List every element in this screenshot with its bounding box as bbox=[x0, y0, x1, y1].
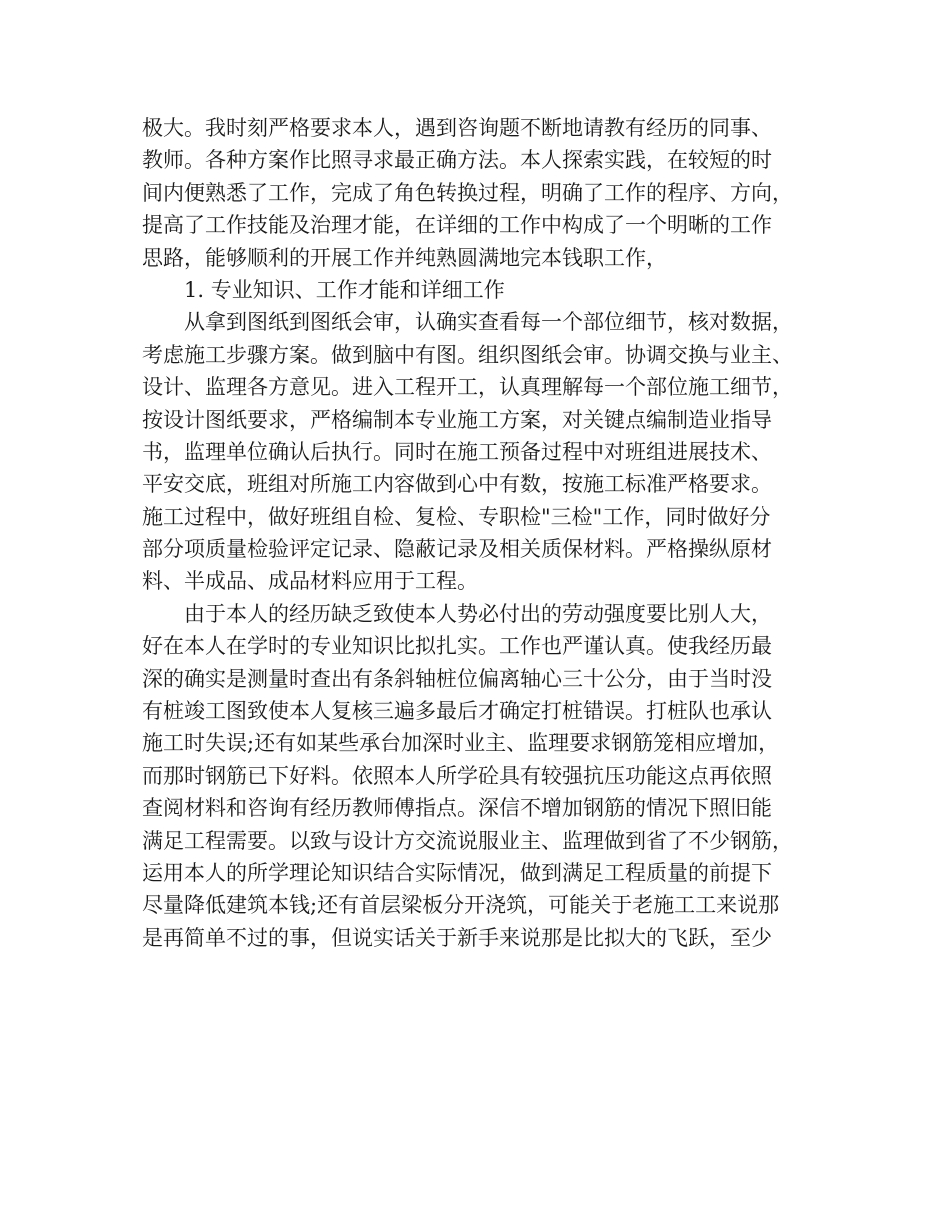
text-line: 料、半成品、成品材料应用于工程。 bbox=[142, 569, 478, 594]
text-line: 设计、监理各方意见。进入工程开工，认真理解每一个部位施工细节， bbox=[142, 375, 793, 400]
text-line: 是再简单不过的事，但说实话关于新手来说那是比拟大的飞跃，至少 bbox=[142, 925, 772, 950]
paragraph-start-line: 从拿到图纸到图纸会审，认确实查看每一个部位细节，核对数据， bbox=[184, 310, 793, 335]
body-text bbox=[142, 112, 842, 954]
text-line: 施工过程中，做好班组自检、复检、专职检"三检"工作，同时做好分 bbox=[142, 504, 771, 529]
text-line: 提高了工作技能及治理才能，在详细的工作中构成了一个明晰的工作 bbox=[142, 213, 772, 238]
section-heading: 1. 专业知识、工作才能和详细工作 bbox=[184, 277, 505, 302]
text-line: 而那时钢筋已下好料。依照本人所学砼具有较强抗压功能这点再依照 bbox=[142, 763, 772, 788]
text-line: 按设计图纸要求，严格编制本专业施工方案，对关键点编制造业指导 bbox=[142, 407, 772, 432]
text-line: 书，监理单位确认后执行。同时在施工预备过程中对班组进展技术、 bbox=[142, 439, 772, 464]
text-line: 极大。我时刻严格要求本人，遇到咨询题不断地请教有经历的同事、 bbox=[142, 116, 772, 140]
text-line: 好在本人在学时的专业知识比拟扎实。工作也严谨认真。使我经历最 bbox=[142, 634, 772, 659]
text-line: 施工时失误;还有如某些承台加深时业主、监理要求钢筋笼相应增加， bbox=[142, 731, 780, 756]
text-line: 运用本人的所学理论知识结合实际情况，做到满足工程质量的前提下 bbox=[142, 860, 772, 885]
text-line: 教师。各种方案作比照寻求最正确方法。本人探索实践，在较短的时 bbox=[142, 148, 772, 173]
text-line: 深的确实是测量时查出有条斜轴桩位偏离轴心三十公分，由于当时没 bbox=[142, 666, 772, 691]
text-line: 思路，能够顺利的开展工作并纯熟圆满地完本钱职工作， bbox=[142, 245, 667, 270]
text-line: 满足工程需要。以致与设计方交流说服业主、监理做到省了不少钢筋， bbox=[142, 828, 793, 853]
text-line: 部分项质量检验评定记录、隐蔽记录及相关质保材料。严格操纵原材 bbox=[142, 537, 772, 562]
text-line: 考虑施工步骤方案。做到脑中有图。组织图纸会审。协调交换与业主、 bbox=[142, 342, 793, 367]
text-line: 平安交底，班组对所施工内容做到心中有数，按施工标准严格要求。 bbox=[142, 472, 772, 497]
text-line: 查阅材料和咨询有经历教师傅指点。深信不增加钢筋的情况下照旧能 bbox=[142, 796, 772, 821]
paragraph-start-line: 由于本人的经历缺乏致使本人势必付出的劳动强度要比别人大， bbox=[184, 601, 772, 626]
text-line: 间内便熟悉了工作，完成了角色转换过程，明确了工作的程序、方向， bbox=[142, 180, 793, 205]
text-line: 尽量降低建筑本钱;还有首层梁板分开浇筑，可能关于老施工工来说那 bbox=[142, 893, 780, 918]
text-line: 有桩竣工图致使本人复核三遍多最后才确定打桩错误。打桩队也承认 bbox=[142, 699, 772, 724]
